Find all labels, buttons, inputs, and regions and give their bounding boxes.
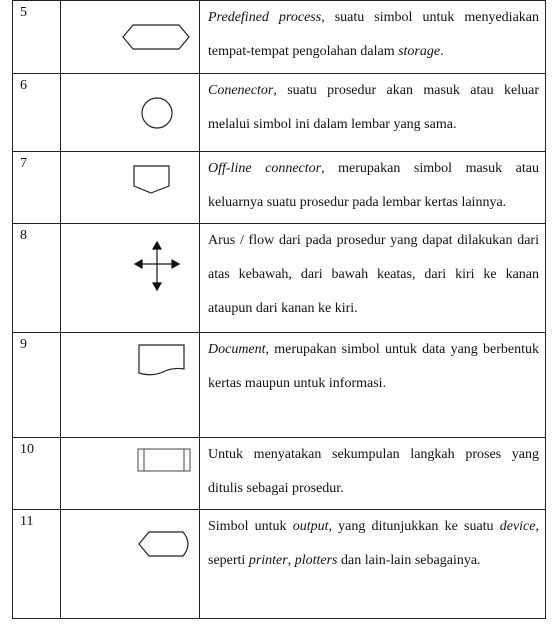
text-segment: Untuk menyatakan sekumpulan langkah proses yang ditulis sebagai prosedur. xyxy=(208,447,539,496)
symbol-cell xyxy=(61,1,200,74)
text-segment: , seperti xyxy=(208,519,539,568)
row-number: 9 xyxy=(13,333,61,438)
italic-term: printer xyxy=(248,553,288,568)
connector-circle-icon xyxy=(61,74,199,152)
row-number: 10 xyxy=(13,438,61,510)
text-segment: , suatu prosedur akan masuk atau keluar melalui simbol ini dalam lembar yang sama. xyxy=(208,83,539,132)
row-number: 6 xyxy=(13,74,61,152)
text-segment: Simbol untuk xyxy=(208,519,293,534)
text-segment: Arus / flow dari pada prosedur yang dapat dilakukan dari atas kebawah, dari bawah keatas, dari kiri ke kanan ataupun dari kanan ke kiri. xyxy=(208,233,539,316)
table-row xyxy=(13,438,546,510)
symbol-cell xyxy=(61,152,200,224)
description-text xyxy=(208,333,539,401)
description-text xyxy=(208,1,539,69)
predefined-process-rectangle-icon xyxy=(61,438,199,510)
table-row xyxy=(13,74,546,152)
description-text xyxy=(208,438,539,506)
row-description xyxy=(200,510,546,619)
table-row xyxy=(13,224,546,333)
text-segment: , yang ditunjukkan ke suatu xyxy=(328,519,500,534)
italic-term: Off-line connector xyxy=(208,161,322,176)
row-description xyxy=(200,438,546,510)
predefined-process-hexagon-icon xyxy=(61,1,199,74)
italic-term: Document xyxy=(208,342,266,357)
text-segment: , xyxy=(287,553,295,568)
flow-arrows-icon xyxy=(61,224,199,333)
display-output-icon xyxy=(61,510,199,619)
italic-term: Predefined process xyxy=(208,10,322,25)
row-description xyxy=(200,224,546,333)
symbol-cell xyxy=(61,333,200,438)
table-row xyxy=(13,510,546,619)
row-number: 5 xyxy=(13,1,61,74)
italic-term: plotters xyxy=(294,553,338,568)
text-segment: dan lain-lain sebagainya. xyxy=(337,553,481,568)
flowchart-symbol-table xyxy=(12,0,546,619)
italic-term: storage xyxy=(398,44,441,59)
italic-term: device xyxy=(499,519,536,534)
text-segment: , merupakan simbol masuk atau keluarnya suatu prosedur pada lembar kertas lainnya. xyxy=(208,161,539,210)
text-segment: , suatu simbol untuk menyediakan tempat-tempat pengolahan dalam xyxy=(208,10,539,59)
description-text xyxy=(208,152,539,220)
row-description xyxy=(200,152,546,224)
row-number: 8 xyxy=(13,224,61,333)
italic-term: output xyxy=(292,519,329,534)
symbol-cell xyxy=(61,224,200,333)
description-text xyxy=(208,74,539,142)
document-icon xyxy=(61,333,199,438)
symbol-cell xyxy=(61,510,200,619)
description-text xyxy=(208,224,539,326)
symbol-cell xyxy=(61,438,200,510)
text-segment: . xyxy=(440,44,444,59)
row-description xyxy=(200,333,546,438)
row-description xyxy=(200,74,546,152)
italic-term: Conenector xyxy=(208,83,274,98)
table-row xyxy=(13,1,546,74)
row-number: 11 xyxy=(13,510,61,619)
description-text xyxy=(208,510,539,578)
symbol-cell xyxy=(61,74,200,152)
text-segment: , merupakan simbol untuk data yang berbentuk kertas maupun untuk informasi. xyxy=(208,342,539,391)
row-number: 7 xyxy=(13,152,61,224)
off-line-connector-icon xyxy=(61,152,199,224)
table-row xyxy=(13,333,546,438)
table-row xyxy=(13,152,546,224)
row-description xyxy=(200,1,546,74)
